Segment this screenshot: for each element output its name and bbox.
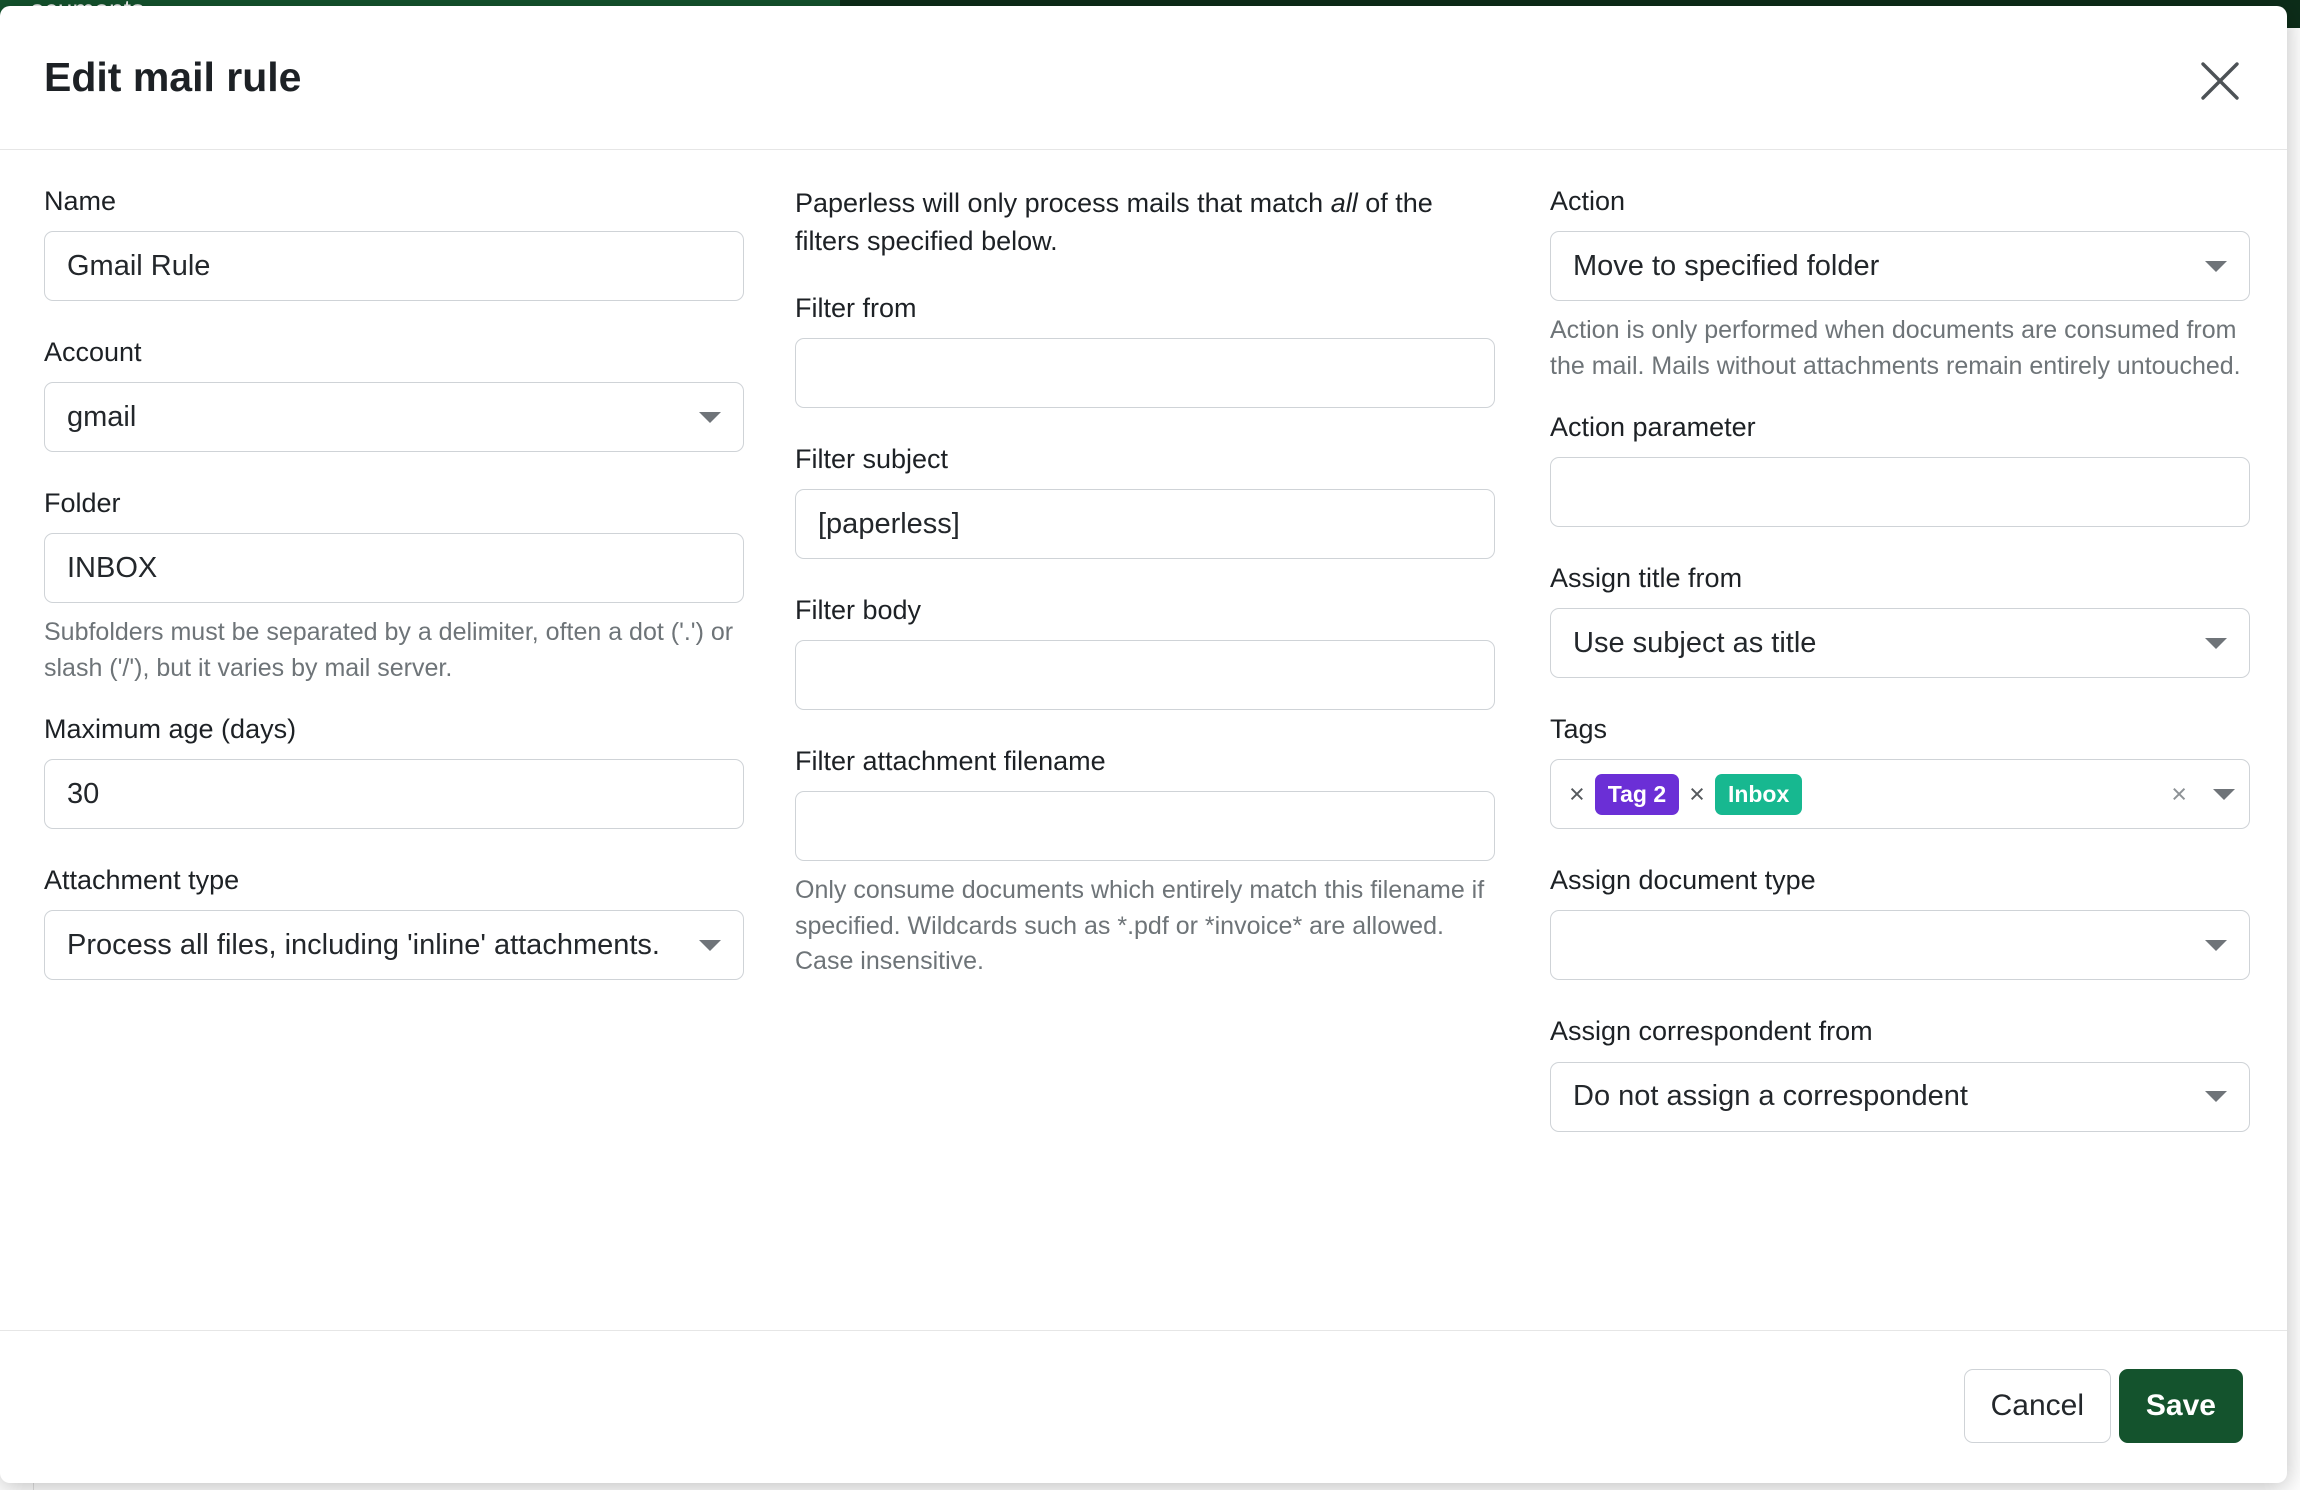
filter-attachment-filename-input[interactable]: [795, 791, 1495, 861]
chevron-down-icon: [2205, 261, 2227, 272]
action-label: Action: [1550, 186, 1626, 216]
account-label: Account: [44, 337, 142, 368]
action-parameter-label: Action parameter: [1550, 412, 1756, 443]
assign-correspondent-from-select[interactable]: [1550, 1062, 2250, 1132]
assign-title-from-select-value: Use subject as title: [1573, 626, 1817, 659]
edit-mail-rule-dialog: [0, 6, 2287, 1483]
action-select[interactable]: [1550, 231, 2250, 301]
assign-document-type-label: Assign document type: [1550, 865, 1816, 896]
close-button[interactable]: [2197, 58, 2243, 104]
dialog-header: [0, 6, 2287, 150]
filter-body-input[interactable]: [795, 640, 1495, 710]
filters-intro-emphasis: all: [1330, 188, 1358, 218]
tag-badge: Inbox: [1715, 774, 1802, 815]
filter-from-label: Filter from: [795, 292, 917, 323]
remove-tag-icon[interactable]: ×: [1689, 778, 1705, 809]
filters-intro-after: of the filters specified below.: [795, 188, 1433, 257]
dialog-body: [0, 150, 2287, 1330]
save-button[interactable]: Save: [2119, 1369, 2243, 1443]
chevron-down-icon: [2205, 638, 2227, 649]
assign-document-type-select[interactable]: [1550, 910, 2250, 980]
dialog-footer: [0, 1330, 2287, 1482]
folder-label: Folder: [44, 488, 121, 519]
assign-title-from-label: Assign title from: [1550, 563, 1743, 594]
cancel-button[interactable]: Cancel: [1964, 1369, 2111, 1443]
folder-input[interactable]: [44, 533, 744, 603]
filter-subject-input[interactable]: [795, 489, 1495, 559]
action-parameter-input[interactable]: [1550, 457, 2250, 527]
assign-correspondent-from-label: Assign correspondent from: [1550, 1016, 1873, 1047]
attachment-type-select[interactable]: [44, 910, 744, 980]
clear-tags-icon[interactable]: ×: [2171, 778, 2187, 809]
page-title: Edit mail rule: [44, 54, 302, 100]
tag-badge: Tag 2: [1595, 774, 1679, 815]
remove-tag-icon[interactable]: ×: [1569, 778, 1585, 809]
filter-attachment-filename-label: Filter attachment filename: [795, 745, 1106, 776]
folder-help-text: Subfolders must be separated by a delimiter, often a dot ('.') or slash ('/'), but it varies by mail server.: [44, 618, 734, 682]
chevron-down-icon: [2205, 940, 2227, 951]
chevron-down-icon: [2213, 789, 2235, 800]
close-icon: [2197, 58, 2243, 104]
tag-item: [1689, 774, 1802, 815]
name-input[interactable]: [44, 231, 744, 301]
chevron-down-icon: [699, 412, 721, 423]
assign-correspondent-from-select-value: Do not assign a correspondent: [1573, 1080, 1968, 1113]
filters-column: [795, 184, 1495, 980]
filter-attachment-help-text: Only consume documents which entirely match this filename if specified. Wildcards such as *.pdf or *invoice* are allowed. Case insensitive.: [795, 876, 1485, 976]
tags-select[interactable]: [1550, 759, 2250, 829]
filter-subject-label: Filter subject: [795, 443, 949, 474]
maximum-age-label: Maximum age (days): [44, 714, 297, 745]
action-help-text: Action is only performed when documents are consumed from the mail. Mails without attachments remain entirely untouched.: [1550, 316, 2241, 380]
account-select[interactable]: [44, 382, 744, 452]
account-select-value: gmail: [67, 400, 137, 433]
action-select-value: Move to specified folder: [1573, 249, 1880, 282]
chevron-down-icon: [699, 940, 721, 951]
name-label: Name: [44, 186, 117, 216]
rule-settings-column: [44, 184, 744, 980]
filter-from-input[interactable]: [795, 338, 1495, 408]
tag-item: [1569, 774, 1679, 815]
chevron-down-icon: [2205, 1091, 2227, 1102]
attachment-type-label: Attachment type: [44, 865, 240, 896]
filter-body-label: Filter body: [795, 594, 922, 625]
attachment-type-select-value: Process all files, including 'inline' attachments.: [67, 928, 660, 961]
assign-title-from-select[interactable]: [1550, 608, 2250, 678]
maximum-age-input[interactable]: [44, 759, 744, 829]
actions-column: [1550, 184, 2250, 1132]
filters-intro-text: [795, 184, 1495, 261]
tags-label: Tags: [1550, 714, 1608, 745]
filters-intro-before: Paperless will only process mails that match: [795, 188, 1331, 218]
